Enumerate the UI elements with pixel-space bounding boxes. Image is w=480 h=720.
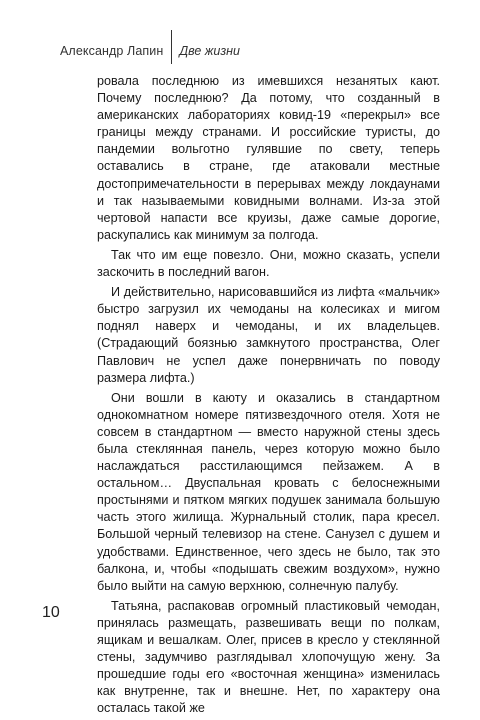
running-head-book-title: Две жизни	[179, 44, 240, 58]
paragraph-continued: ровала последнюю из имевшихся незанятых кают. Почему последнюю? Да потому, что созданный в американских лабораториях ковид-19 «перекрыл» все границы между странами. И российские туристы, до пандемии вольготно гулявшие по свету, теперь оставались в стране, где атаковали местные достопримечательности в перерывах между локдаунами и так называемыми ковидными волнами. Из-за этой чертовой напасти все круизы, даже самые дорогие, раскупались как минимум за полгода.	[97, 74, 440, 242]
page-number: 10	[42, 604, 60, 621]
running-head-divider	[171, 30, 172, 64]
paragraph: Они вошли в каюту и оказались в стандартном однокомнатном номере пятизвездочного отеля. Хотя не совсем в стандартном — вместо наружной стены здесь была стеклянная панель, через которую можно было наслаждаться расстилающимся пейзажем. А в остальном… Двуспальная кровать с белоснежными простынями и пятком мягких подушек занимала большую часть этого жилища. Журнальный столик, пара кресел. Большой черный телевизор на стене. Санузел с душем и удобствами. Единственное, чего здесь не было, так это балкона, и, чтобы «подышать свежим воздухом», нужно было выйти на самую верхнюю, солнечную палубу.	[97, 390, 440, 593]
running-head	[60, 39, 240, 63]
page-body-text	[97, 73, 440, 720]
running-head-author: Александр Лапин	[60, 44, 164, 58]
paragraph: Так что им еще повезло. Они, можно сказать, успели заскочить в последний вагон.	[97, 247, 440, 280]
paragraph: Татьяна, распаковав огромный пластиковый чемодан, принялась размещать, развешивать вещи по полкам, ящикам и вешалкам. Олег, присев в кресло у стеклянной стены, задумчиво разглядывал хлопочущую жену. За прошедшие годы его «восточная женщина» изменилась как внутренне, так и внешне. Нет, по характеру она осталась такой же	[97, 598, 440, 716]
paragraph: И действительно, нарисовавшийся из лифта «мальчик» быстро загрузил их чемоданы на колесиках и мигом поднял наверх и чемоданы, и их владельцев. (Страдающий боязнью замкнутого пространства, Олег Павлович не успел даже понервничать по поводу размера лифта.)	[97, 285, 440, 385]
